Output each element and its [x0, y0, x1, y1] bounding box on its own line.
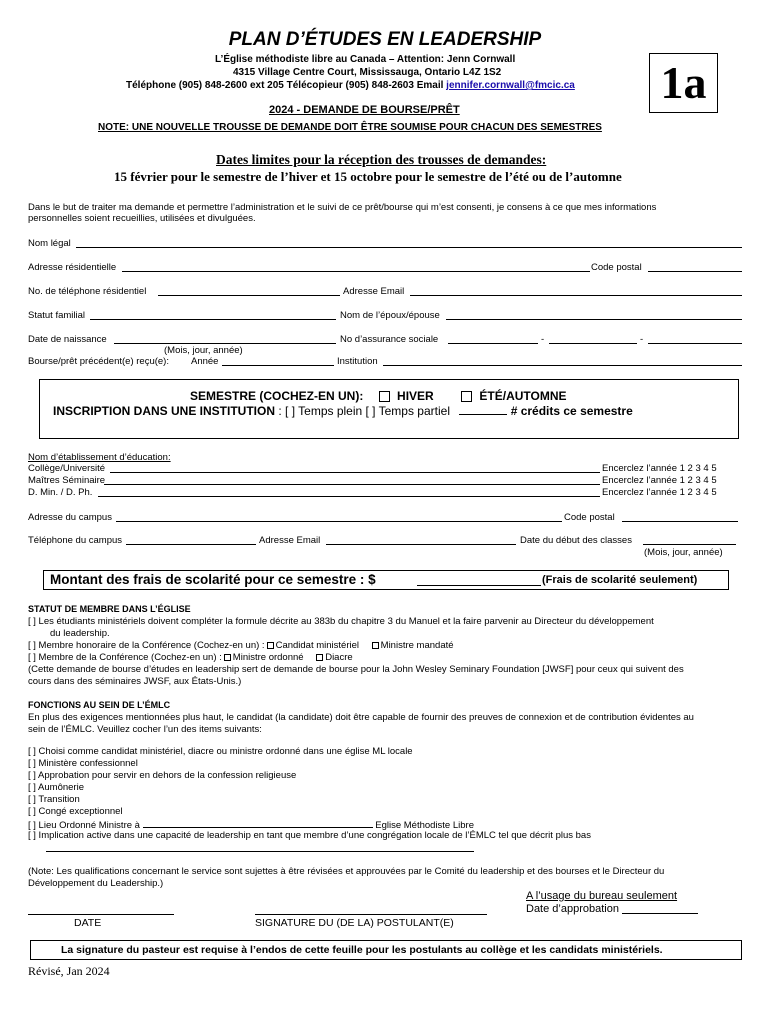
college-annee-circle[interactable]: Encerclez l’année 1 2 3 4 5: [602, 463, 717, 474]
org-email-link[interactable]: jennifer.cornwall@fmcic.ca: [446, 80, 575, 91]
hiver-label: HIVER: [397, 389, 434, 403]
fonctions-heading: FONCTIONS AU SEIN DE L’ÉMLC: [28, 700, 171, 710]
approval-date-field[interactable]: [622, 903, 698, 914]
date-naissance-hint: (Mois, jour, année): [164, 345, 243, 356]
annee-label: Année: [191, 356, 219, 367]
telephone-campus-label: Téléphone du campus: [28, 535, 123, 546]
institution-label: Institution: [337, 356, 378, 367]
dmin-dph-label: D. Min. / D. Ph.: [28, 487, 93, 498]
date-debut-field[interactable]: [643, 535, 736, 545]
statut-familial-label: Statut familial: [28, 310, 86, 321]
form-title: PLAN D’ÉTUDES EN LEADERSHIP: [228, 29, 542, 50]
ete-automne-checkbox[interactable]: [461, 391, 472, 402]
candidat-ministeriel-checkbox[interactable]: [267, 642, 274, 649]
org-contact-line: [126, 80, 575, 91]
campus-email-label: Adresse Email: [259, 535, 321, 546]
jwsf-note-line1: (Cette demande de bourse d’études en leadership sert de demande de bourse pour la John Wesley Seminary Foundation [JWSF] pour ceux qui suivent des: [28, 664, 684, 675]
form-subtitle: 2024 - DEMANDE DE BOURSE/PRÊT: [269, 104, 460, 116]
pastor-signature-note: La signature du pasteur est requise à l’endos de cette feuille pour les postulants au collège et les candidats ministériels.: [61, 944, 663, 956]
org-phone-text: Téléphone (905) 848-2600 ext 205 Télécopieur (905) 848-2603 Email: [126, 80, 444, 91]
inscription-label: INSCRIPTION DANS UNE INSTITUTION: [53, 404, 276, 418]
maitres-seminaire-label: Maîtres Séminaire: [28, 475, 106, 486]
consent-text-line2: personnelles soient recueillies, utilisées et divulguées.: [28, 213, 256, 224]
statut-option-etudiant-cont: du leadership.: [50, 628, 110, 639]
semestre-label: SEMESTRE (COCHEZ-EN UN):: [190, 389, 364, 403]
code-postal-field[interactable]: [648, 262, 742, 272]
fonction-option-conge[interactable]: [ ] Congé exceptionnel: [28, 806, 123, 817]
nom-epoux-label: Nom de l’époux/épouse: [340, 310, 440, 321]
fonction-option-implication[interactable]: [ ] Implication active dans une capacité de leadership en tant que membre d’une congrégation locale de l’ÉMLC tel que décrit plus bas: [28, 830, 591, 841]
nom-legal-label: Nom légal: [28, 238, 71, 249]
nas-label: No d’assurance sociale: [340, 334, 439, 345]
fonction-option-transition[interactable]: [ ] Transition: [28, 794, 80, 805]
ministre-ordonne-checkbox[interactable]: [224, 654, 231, 661]
annee-field[interactable]: [222, 356, 334, 366]
submission-note: NOTE: UNE NOUVELLE TROUSSE DE DEMANDE DOIT ÊTRE SOUMISE POUR CHACUN DES SEMESTRES: [98, 122, 602, 133]
office-use-label: A l’usage du bureau seulement: [526, 890, 678, 902]
campus-email-field[interactable]: [326, 535, 516, 545]
qualifications-note-line1: (Note: Les qualifications concernant le service sont sujettes à être révisées et approuvées par le Comité du leadership et des bourses et le Directeur du: [28, 866, 665, 877]
consent-text-line1: Dans le but de traiter ma demande et permettre l’administration et le suivi de ce prêt/bourse qui m’est consenti, je consens à ce que mes informations: [28, 202, 657, 213]
nas-separator-2: -: [640, 334, 644, 345]
fonction-option-approbation[interactable]: [ ] Approbation pour servir en dehors de la confession religieuse: [28, 770, 297, 781]
eglise-name-field[interactable]: [143, 818, 373, 828]
jwsf-note-line2: cours dans des séminaires JWSF, aux États-Unis.): [28, 676, 242, 687]
nas-separator-1: -: [541, 334, 545, 345]
implication-field[interactable]: [46, 842, 474, 852]
fonction-option-lieu[interactable]: [ ] Lieu Ordonné Ministre à Eglise Méthodiste Libre: [28, 820, 474, 831]
maitres-seminaire-field[interactable]: [104, 475, 600, 485]
adresse-residentielle-field[interactable]: [122, 262, 590, 272]
bourse-precedente-label: Bourse/prêt précédent(e) reçu(e):: [28, 356, 169, 367]
montant-suffix: (Frais de scolarité seulement): [542, 574, 698, 586]
diacre-checkbox[interactable]: [316, 654, 323, 661]
montant-label: Montant des frais de scolarité pour ce semestre : $: [50, 572, 376, 587]
deadlines-heading: Dates limites pour la réception des trousses de demandes:: [216, 152, 547, 167]
nas-field-part1[interactable]: [448, 334, 538, 344]
date-naissance-label: Date de naissance: [28, 334, 107, 345]
revised-date: Révisé, Jan 2024: [28, 964, 110, 978]
adresse-residentielle-label: Adresse résidentielle: [28, 262, 117, 273]
credits-label: # crédits ce semestre: [510, 404, 633, 418]
ministre-mandate-checkbox[interactable]: [372, 642, 379, 649]
telephone-campus-field[interactable]: [126, 535, 256, 545]
credits-field[interactable]: [459, 405, 507, 415]
telephone-residentiel-label: No. de téléphone résidentiel: [28, 286, 147, 297]
fonctions-intro-line1: En plus des exigences mentionnées plus haut, le candidat (la candidate) doit être capable de fournir des preuves de connexion et de contribution évidentes au: [28, 712, 694, 723]
fonction-option-candidat[interactable]: [ ] Choisi comme candidat ministériel, diacre ou ministre ordonné dans une église ML locale: [28, 746, 413, 757]
institution-field[interactable]: [383, 356, 742, 366]
fonctions-intro-line2: sein de l’ÉMLC. Veuillez cocher l’un des items suivants:: [28, 724, 262, 735]
date-naissance-field[interactable]: [114, 334, 336, 344]
statut-option-etudiant[interactable]: [ ] Les étudiants ministériels doivent compléter la formule décrite au 383b du chapitre 3 du Manuel et la faire parvenir au Directeur du développement: [28, 616, 654, 627]
date-debut-label: Date du début des classes: [520, 535, 632, 546]
adresse-campus-field[interactable]: [116, 512, 562, 522]
applicant-signature-field[interactable]: [255, 905, 487, 915]
etablissement-heading: Nom d’établissement d’éducation:: [28, 452, 171, 463]
semestre-row: [190, 389, 567, 403]
nom-legal-field[interactable]: [76, 238, 742, 248]
org-attention-line: L’Église méthodiste libre au Canada – Attention: Jenn Cornwall: [215, 54, 516, 65]
temps-options[interactable]: : [ ] Temps plein [ ] Temps partiel: [278, 404, 450, 418]
qualifications-note-line2: Développement du Leadership.): [28, 878, 164, 889]
college-universite-field[interactable]: [110, 463, 600, 473]
nom-epoux-field[interactable]: [446, 310, 742, 320]
adresse-email-field[interactable]: [410, 286, 742, 296]
montant-field[interactable]: [417, 574, 541, 586]
telephone-residentiel-field[interactable]: [158, 286, 340, 296]
code-postal-label: Code postal: [591, 262, 642, 273]
nas-field-part2[interactable]: [549, 334, 637, 344]
adresse-email-label: Adresse Email: [343, 286, 405, 297]
signature-label: SIGNATURE DU (DE LA) POSTULANT(E): [255, 917, 454, 929]
deadlines-dates: 15 février pour le semestre de l’hiver et 15 octobre pour le semestre de l’été ou de l’automne: [114, 169, 622, 184]
dmin-annee-circle[interactable]: Encerclez l’année 1 2 3 4 5: [602, 487, 717, 498]
date-label: DATE: [74, 917, 102, 929]
fonction-option-aumonerie[interactable]: [ ] Aumônerie: [28, 782, 84, 793]
adresse-campus-label: Adresse du campus: [28, 512, 112, 523]
nas-field-part3[interactable]: [648, 334, 742, 344]
approval-date-label: Date d’approbation: [526, 903, 619, 915]
statut-familial-field[interactable]: [90, 310, 336, 320]
hiver-checkbox[interactable]: [379, 391, 390, 402]
seminaire-annee-circle[interactable]: Encerclez l’année 1 2 3 4 5: [602, 475, 717, 486]
inscription-row: [53, 404, 633, 418]
statut-option-honoraire[interactable]: [ ] Membre honoraire de la Conférence (Cochez-en un) : Candidat ministériel Ministre mandaté: [28, 640, 454, 651]
form-badge-1a: 1a: [649, 53, 718, 113]
ete-automne-label: ÉTÉ/AUTOMNE: [479, 389, 567, 403]
date-signature-field[interactable]: [28, 905, 174, 915]
campus-code-postal-label: Code postal: [564, 512, 615, 523]
statut-membre-heading: STATUT DE MEMBRE DANS L’ÉGLISE: [28, 604, 191, 614]
dmin-dph-field[interactable]: [98, 487, 600, 497]
fonction-option-confessionnel[interactable]: [ ] Ministère confessionnel: [28, 758, 138, 769]
college-universite-label: Collège/Université: [28, 463, 106, 474]
date-debut-hint: (Mois, jour, année): [644, 547, 723, 558]
statut-option-membre[interactable]: [ ] Membre de la Conférence (Cochez-en un) : Ministre ordonné Diacre: [28, 652, 353, 663]
campus-code-postal-field[interactable]: [622, 512, 738, 522]
org-address-line: 4315 Village Centre Court, Mississauga, Ontario L4Z 1S2: [233, 67, 502, 78]
